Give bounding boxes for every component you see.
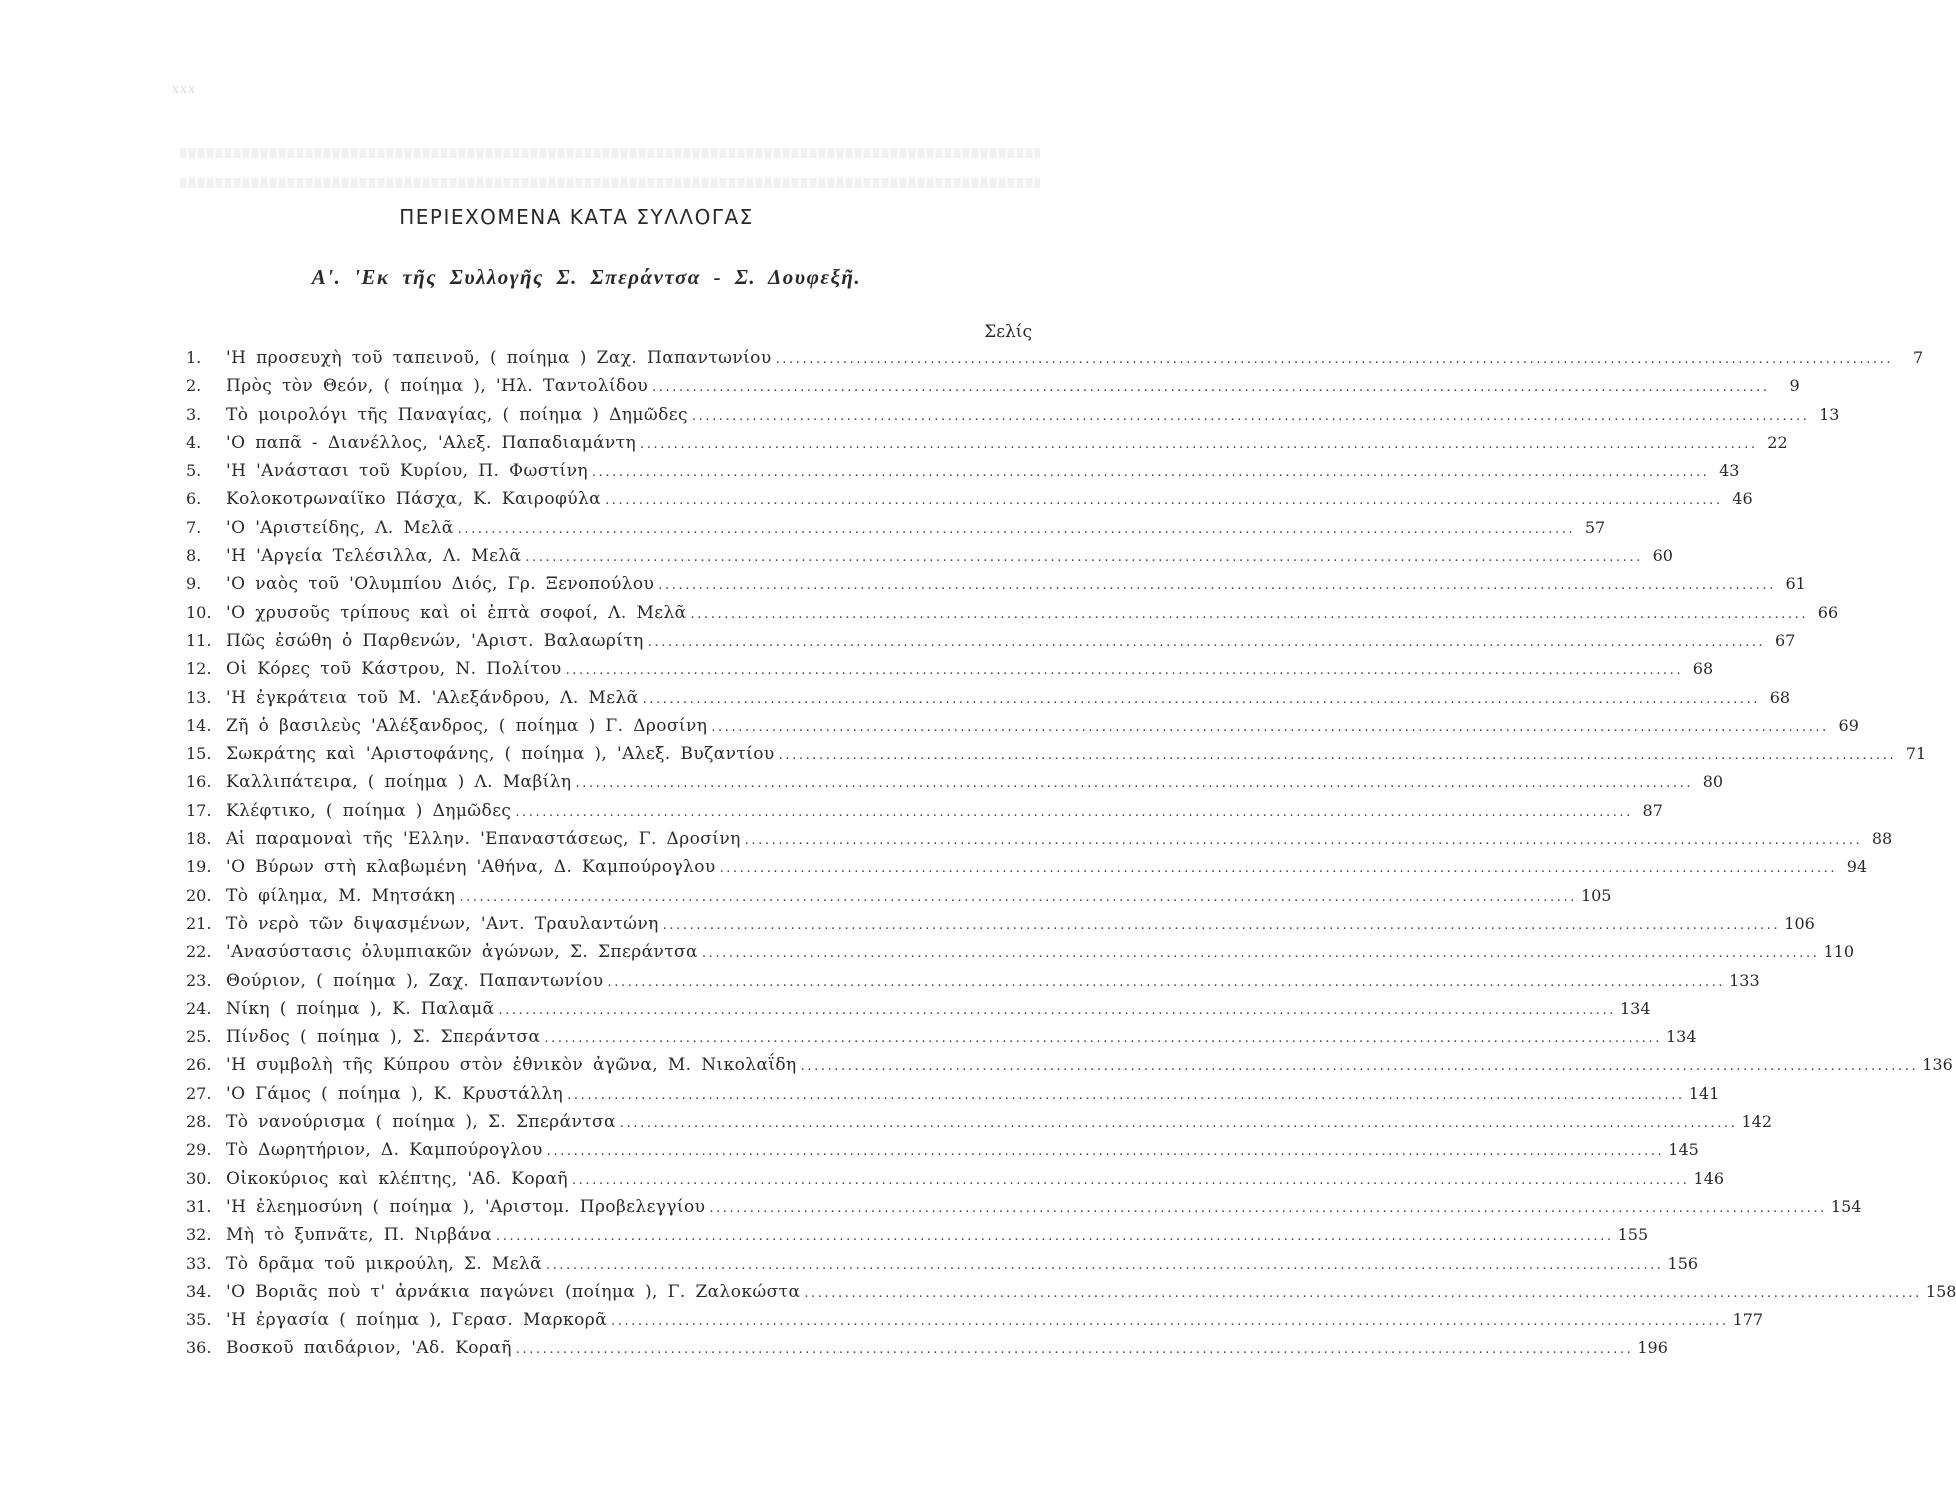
toc-entry: [186, 599, 1839, 627]
entry-title: Τὸ μοιρολόγι τῆς Παναγίας, ( ποίημα ) Δημῶδες: [226, 404, 688, 425]
toc-entry: [186, 485, 1753, 513]
toc-entry: [186, 570, 1806, 598]
entry-number: 21.: [186, 913, 212, 933]
entry-title: Οἱ Κόρες τοῦ Κάστρου, Ν. Πολίτου: [226, 659, 562, 680]
entry-title: 'Ο ναὸς τοῦ 'Ολυμπίου Διός, Γρ. Ξενοπούλου: [226, 574, 655, 595]
toc-entry: [186, 768, 1724, 796]
entry-title: 'Ο Βοριᾶς ποὺ τ' ἀρνάκια παγώνει (ποίημα ), Γ. Ζαλοκώστα: [226, 1281, 801, 1302]
entry-title: Τὸ δρᾶμα τοῦ μικρούλη, Σ. Μελᾶ: [226, 1253, 542, 1274]
entry-title: 'Ο παπᾶ - Διανέλλος, 'Αλεξ. Παπαδιαμάντη: [226, 432, 637, 453]
entry-title: 'Η 'Αργεία Τελέσιλλα, Λ. Μελᾶ: [226, 546, 522, 567]
toc-entry: [186, 797, 1663, 825]
toc-entry: [186, 1306, 1764, 1334]
toc-entry: [186, 1108, 1773, 1136]
entry-page-number: 158: [1925, 1281, 1956, 1301]
toc-entry: [186, 1221, 1649, 1249]
toc-entry: [186, 1023, 1697, 1051]
entry-number: 23.: [186, 970, 212, 990]
entry-page-number: 155: [1617, 1225, 1649, 1245]
entry-page-number: 68: [1692, 659, 1714, 679]
page-title: ΠΕΡΙΕΧΟΜΕΝΑ ΚΑΤΑ ΣΥΛΛΟΓΑΣ: [399, 205, 754, 229]
entry-page-number: 177: [1732, 1310, 1764, 1330]
entry-page-number: 133: [1729, 970, 1760, 990]
entry-title: 'Ανασύστασις ὀλυμπιακῶν ἀγώνων, Σ. Σπεράντσα: [226, 942, 698, 963]
toc-entry: [186, 1080, 1720, 1108]
dot-leader: [605, 487, 1723, 515]
entry-number: 7.: [186, 517, 202, 537]
entry-number: 20.: [186, 885, 212, 905]
dot-leader: [663, 912, 1781, 940]
entry-number: 29.: [186, 1140, 212, 1160]
entry-page-number: 69: [1838, 715, 1859, 735]
dot-leader: [498, 997, 1616, 1025]
toc-entry: [186, 401, 1840, 429]
entry-number: 32.: [186, 1225, 212, 1245]
toc-entry: [186, 1165, 1725, 1193]
entry-page-number: 134: [1620, 998, 1651, 1018]
entry-title: Πῶς ἐσώθη ὁ Παρθενών, 'Αριστ. Βαλαωρίτη: [226, 630, 644, 651]
dot-leader: [611, 1308, 1729, 1336]
dot-leader: [711, 714, 1829, 742]
toc-entry: [186, 938, 1855, 966]
entry-page-number: 57: [1584, 517, 1606, 537]
entry-page-number: 134: [1666, 1027, 1697, 1047]
dot-leader: [692, 403, 1810, 431]
dot-leader: [567, 1082, 1685, 1110]
entry-title: Θούριον, ( ποίημα ), Ζαχ. Παπαντωνίου: [226, 970, 604, 991]
entry-page-number: 142: [1741, 1112, 1773, 1132]
toc-entry: [186, 712, 1859, 740]
entry-number: 26.: [186, 1055, 212, 1075]
toc-entry: [186, 1193, 1862, 1221]
entry-title: 'Ο Βύρων στὴ κλαβωμένη 'Αθήνα, Δ. Καμπούρογλου: [226, 857, 716, 878]
entry-title: Οἰκοκύριος καὶ κλέπτης, 'Αδ. Κοραῆ: [226, 1168, 568, 1189]
entry-title: 'Η ἐργασία ( ποίημα ), Γερασ. Μαρκορᾶ: [226, 1310, 607, 1331]
entry-number: 4.: [186, 432, 202, 452]
entry-number: 31.: [186, 1196, 212, 1216]
toc-entry: [186, 740, 1927, 768]
entry-title: 'Η συμβολὴ τῆς Κύπρου στὸν ἐθνικὸν ἀγῶνα, Μ. Νικολαΐδη: [226, 1055, 797, 1076]
entry-number: 34.: [186, 1281, 212, 1301]
entry-number: 36.: [186, 1338, 212, 1358]
toc-entry: [186, 882, 1612, 910]
entry-title: Ζῆ ὁ βασιλεὺς 'Αλέξανδρος, ( ποίημα ) Γ. Δροσίνη: [226, 715, 708, 736]
entry-page-number: 60: [1652, 546, 1673, 566]
toc-entry: [186, 995, 1651, 1023]
dot-leader: [546, 1252, 1664, 1280]
entry-number: 10.: [186, 602, 212, 622]
entry-page-number: 61: [1785, 574, 1806, 594]
entry-number: 14.: [186, 715, 212, 735]
entry-title: Μὴ τὸ ξυπνᾶτε, Π. Νιρβάνα: [226, 1225, 493, 1246]
entry-number: 22.: [186, 942, 212, 962]
entry-page-number: 71: [1905, 744, 1927, 764]
entry-page-number: 87: [1642, 800, 1663, 820]
dot-leader: [779, 742, 1897, 770]
entry-title: 'Ο χρυσοῦς τρίπους καὶ οἱ ἑπτὰ σοφοί, Λ. Μελᾶ: [226, 602, 687, 623]
toc-entry: [186, 429, 1788, 457]
dot-leader: [525, 544, 1643, 572]
dot-leader: [496, 1223, 1614, 1251]
toc-entry: [186, 684, 1791, 712]
entry-title: Καλλιπάτειρα, ( ποίημα ) Λ. Μαβίλη: [226, 772, 572, 793]
entry-page-number: 7: [1912, 348, 1924, 367]
dot-leader: [566, 657, 1684, 685]
entry-page-number: 105: [1580, 885, 1612, 905]
toc-entry: [186, 853, 1868, 881]
dot-leader: [745, 827, 1863, 855]
entry-title: 'Ο Γάμος ( ποίημα ), Κ. Κρυστάλλη: [226, 1083, 564, 1104]
entry-number: 16.: [186, 772, 212, 792]
entry-number: 1.: [186, 348, 202, 367]
dot-leader: [592, 459, 1710, 487]
toc-entry: [186, 1278, 1956, 1306]
dot-leader: [702, 940, 1820, 968]
entry-number: 11.: [186, 630, 212, 650]
entry-title: 'Η προσευχὴ τοῦ ταπεινοῦ, ( ποίημα ) Ζαχ. Παπαντωνίου: [226, 348, 772, 368]
entry-title: 'Η 'Ανάστασι τοῦ Κυρίου, Π. Φωστίνη: [226, 461, 588, 482]
entry-page-number: 9: [1789, 376, 1800, 396]
dot-leader: [776, 346, 1894, 374]
entry-page-number: 22: [1767, 432, 1788, 452]
toc-entry: [186, 457, 1740, 485]
entry-title: Σωκράτης καὶ 'Αριστοφάνης, ( ποίημα ), 'Αλεξ. Βυζαντίου: [226, 744, 775, 765]
toc-entry: [186, 514, 1606, 542]
entry-number: 3.: [186, 404, 202, 424]
dot-leader: [691, 601, 1809, 629]
entry-page-number: 46: [1732, 489, 1753, 509]
entry-number: 19.: [186, 857, 212, 877]
entry-page-number: 66: [1817, 602, 1839, 622]
entry-title: Τὸ φίλημα, Μ. Μητσάκη: [226, 885, 456, 906]
toc-entry: [186, 542, 1673, 570]
entry-page-number: 13: [1819, 404, 1840, 424]
dot-leader: [658, 572, 1776, 600]
entry-number: 8.: [186, 546, 202, 566]
entry-page-number: 141: [1688, 1083, 1720, 1103]
dot-leader: [620, 1110, 1738, 1138]
entry-page-number: 94: [1846, 857, 1868, 877]
entry-number: 25.: [186, 1027, 212, 1047]
section-subtitle: Α'. 'Εκ τῆς Συλλογῆς Σ. Σπεράντσα - Σ. Δουφεξῆ.: [311, 265, 862, 289]
entry-title: 'Ο 'Αριστείδης, Λ. Μελᾶ: [226, 517, 454, 538]
dot-leader: [801, 1053, 1919, 1081]
dot-leader: [459, 884, 1577, 912]
entry-number: 5.: [186, 461, 202, 481]
entry-number: 17.: [186, 800, 212, 820]
entry-number: 12.: [186, 659, 212, 679]
toc-entry: [186, 655, 1714, 683]
toc-entry: [186, 1334, 1668, 1362]
entry-page-number: 43: [1719, 461, 1740, 481]
entry-title: Τὸ νανούρισμα ( ποίημα ), Σ. Σπεράντσα: [226, 1112, 616, 1133]
dot-leader: [547, 1138, 1665, 1166]
toc-entry: [186, 910, 1815, 938]
entry-title: Κολοκοτρωναίϊκο Πάσχα, Κ. Καιροφύλα: [226, 489, 602, 510]
page-column-header: Σελίς: [984, 322, 1032, 342]
dot-leader: [648, 629, 1766, 657]
entry-page-number: 154: [1830, 1196, 1862, 1216]
toc-entry: [186, 825, 1893, 853]
entry-page-number: 110: [1823, 942, 1855, 962]
dot-leader: [572, 1167, 1690, 1195]
dot-leader: [458, 516, 1576, 544]
table-of-contents: [186, 344, 1956, 1363]
entry-page-number: 196: [1637, 1338, 1668, 1358]
entry-page-number: 88: [1871, 829, 1893, 849]
entry-title: Τὸ νερὸ τῶν διψασμένων, 'Αντ. Τραυλαντώνη: [226, 913, 659, 934]
dot-leader: [804, 1280, 1922, 1308]
entry-number: 9.: [186, 574, 202, 594]
entry-number: 30.: [186, 1168, 212, 1188]
entry-number: 2.: [186, 376, 202, 396]
entry-page-number: 67: [1774, 630, 1796, 650]
entry-number: 33.: [186, 1253, 212, 1273]
toc-entry: [186, 627, 1796, 655]
toc-entry: [186, 372, 1800, 400]
dot-leader: [576, 770, 1694, 798]
entry-number: 15.: [186, 744, 212, 764]
entry-number: 6.: [186, 489, 202, 509]
entry-page-number: 146: [1693, 1168, 1725, 1188]
entry-title: 'Η ἐλεημοσύνη ( ποίημα ), 'Αριστομ. Προβελεγγίου: [226, 1196, 706, 1217]
dot-leader: [608, 969, 1726, 997]
bleed-through-line: [180, 178, 1040, 188]
toc-entry: [186, 1051, 1953, 1079]
dot-leader: [643, 686, 1761, 714]
entry-title: 'Η ἐγκράτεια τοῦ Μ. 'Αλεξάνδρου, Λ. Μελᾶ: [226, 687, 639, 708]
entry-page-number: 156: [1667, 1253, 1699, 1273]
entry-number: 24.: [186, 998, 212, 1018]
entry-page-number: 106: [1784, 913, 1815, 933]
entry-title: Νίκη ( ποίημα ), Κ. Παλαμᾶ: [226, 998, 495, 1019]
dot-leader: [652, 374, 1770, 402]
toc-entry: [186, 1136, 1699, 1164]
entry-number: 13.: [186, 687, 212, 707]
dot-leader: [640, 431, 1758, 459]
entry-page-number: 136: [1922, 1055, 1953, 1075]
page-number: xxx: [172, 82, 196, 97]
entry-title: Πρὸς τὸν Θεόν, ( ποίημα ), 'Ηλ. Ταντολίδου: [226, 376, 649, 397]
toc-entry: [186, 967, 1760, 995]
bleed-through-line: [180, 148, 1040, 158]
entry-number: 27.: [186, 1083, 212, 1103]
entry-page-number: 145: [1668, 1140, 1699, 1160]
dot-leader: [516, 1336, 1634, 1364]
entry-title: Τὸ Δωρητήριον, Δ. Καμπούρογλου: [226, 1140, 543, 1161]
dot-leader: [544, 1025, 1662, 1053]
entry-page-number: 68: [1769, 687, 1791, 707]
entry-number: 35.: [186, 1310, 212, 1330]
toc-entry: [186, 344, 1924, 372]
dot-leader: [720, 855, 1838, 883]
entry-title: Πίνδος ( ποίημα ), Σ. Σπεράντσα: [226, 1027, 541, 1048]
entry-title: Αἱ παραμοναὶ τῆς 'Ελλην. 'Επαναστάσεως, Γ. Δροσίνη: [226, 829, 741, 850]
entry-title: Βοσκοῦ παιδάριον, 'Αδ. Κοραῆ: [226, 1338, 512, 1359]
entry-title: Κλέφτικο, ( ποίημα ) Δημῶδες: [226, 800, 512, 821]
entry-number: 18.: [186, 829, 212, 849]
entry-number: 28.: [186, 1112, 212, 1132]
dot-leader: [515, 799, 1633, 827]
dot-leader: [709, 1195, 1827, 1223]
entry-page-number: 80: [1702, 772, 1724, 792]
toc-entry: [186, 1250, 1699, 1278]
